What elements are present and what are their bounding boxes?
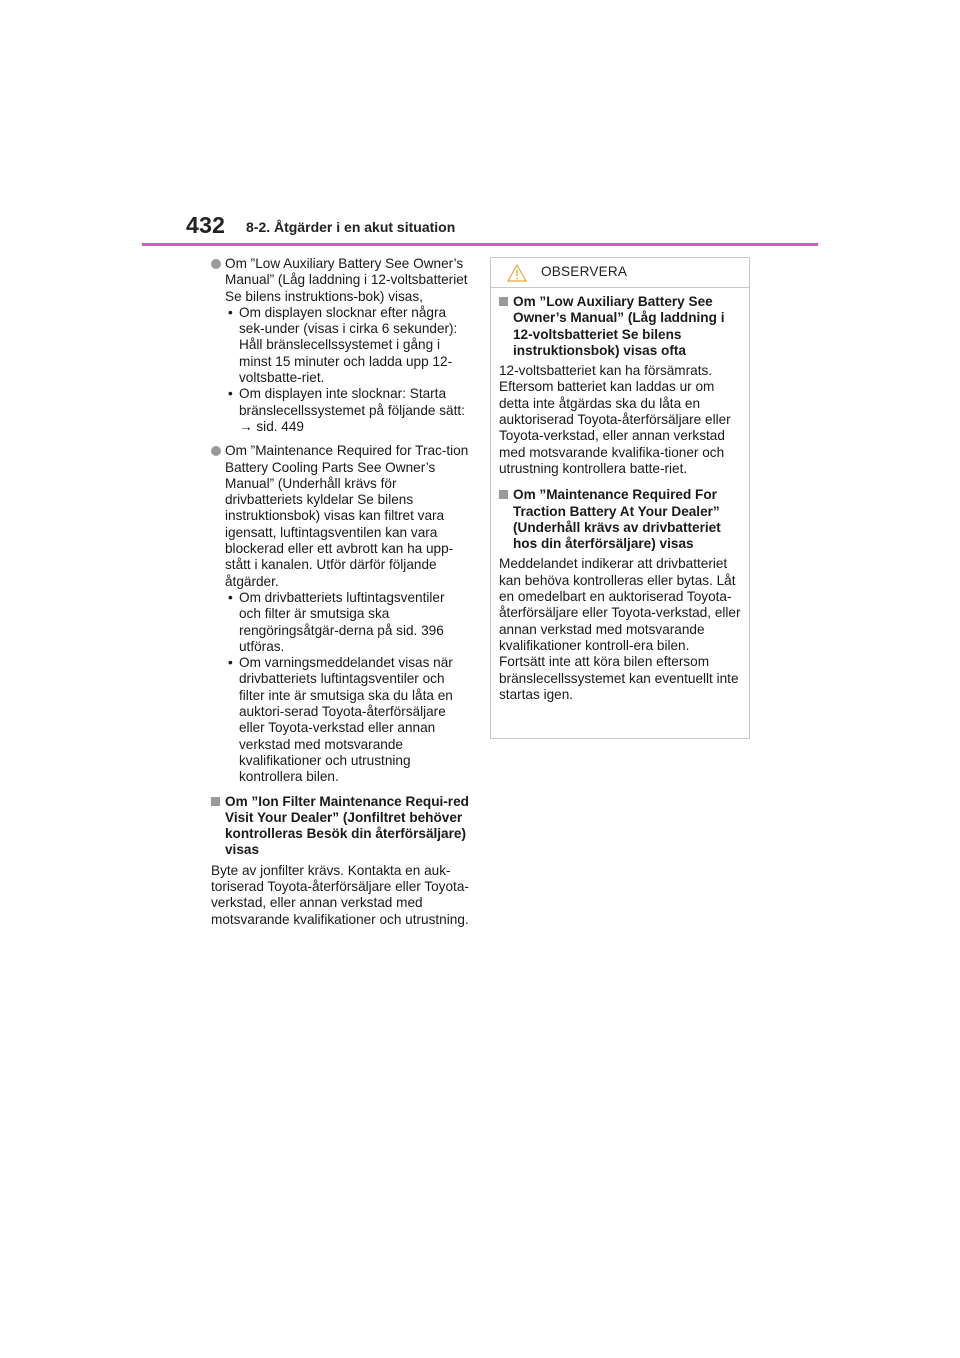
sub-item: • Om displayen inte slocknar: Starta bränslecellssystemet på följande sätt: → sid. 449 bbox=[225, 386, 469, 435]
section-title: 8-2. Åtgärder i en akut situation bbox=[246, 219, 456, 235]
list-item-maintenance-cooling bbox=[211, 443, 469, 785]
round-bullet-icon bbox=[211, 259, 221, 269]
notice-section-low-battery bbox=[499, 294, 741, 359]
notice-heading: Om ”Low Auxiliary Battery See Owner’s Manual” (Låg laddning i 12-voltsbatteriet Se bilens instruktionsbok) visas ofta bbox=[513, 294, 725, 358]
square-bullet-icon bbox=[211, 797, 220, 806]
item-body: Byte av jonfilter krävs. Kontakta en auk-toriserad Toyota-återförsäljare eller Toyota-verkstad, eller annan verkstad med motsvarande kvalifikationer och utrustning. bbox=[211, 862, 469, 927]
notice-heading: Om ”Maintenance Required For Traction Battery At Your Dealer” (Underhåll krävs av drivbatteriet hos din återförsäljare) visas bbox=[513, 487, 721, 552]
header-divider bbox=[142, 243, 818, 246]
sub-list bbox=[225, 305, 469, 435]
warning-triangle-icon bbox=[507, 264, 527, 282]
sub-item: • Om varningsmeddelandet visas när drivbatteriets luftintagsventiler och filter inte är smutsiga ska du låta en auktori-serad Toyota-återförsäljare eller Toyota-verkstad eller annan verkstad med motsvarande kvalifikationer och utrustning kontrollera bilen. bbox=[225, 655, 469, 785]
item-text: Om ”Low Auxiliary Battery See Owner’s Manual” (Låg laddning i 12-voltsbatteriet Se bilens instruktions-bok) visas, bbox=[225, 256, 468, 304]
left-column bbox=[211, 256, 469, 928]
notice-body bbox=[491, 288, 749, 703]
notice-paragraph: 12-voltsbatteriet kan ha försämrats. Eftersom batteriet kan laddas ur om detta inte åtgärdas ska du låta en auktoriserad Toyota-återförsäljare eller Toyota-verkstad, eller annan verkstad med motsvarande kvalifika-tioner och utrustning kontrollera batte-riet. bbox=[499, 363, 731, 476]
sub-item: • Om drivbatteriets luftintagsventiler och filter är smutsiga ska rengöringsåtgär-derna på sid. 396 utföras. bbox=[225, 590, 469, 655]
round-bullet-icon bbox=[211, 446, 221, 456]
notice-paragraph: Fortsätt inte att köra bilen eftersom bränslecellssystemet kan eventuellt inte startas igen. bbox=[499, 654, 739, 702]
notice-label: OBSERVERA bbox=[541, 264, 628, 279]
sub-list bbox=[225, 590, 469, 786]
square-bullet-icon bbox=[499, 490, 508, 499]
sub-item: • Om displayen slocknar efter några sek-under (visas i cirka 6 sekunder): Håll bränslecellssystemet i gång i minst 15 minuter och ladda upp 12-voltsbatte-riet. bbox=[225, 305, 469, 386]
list-item-ion-filter bbox=[211, 794, 469, 859]
item-text: Om ”Maintenance Required for Trac-tion Battery Cooling Parts See Owner’s Manual” (Underhåll krävs för drivbatteriets kyldelar Se bilens instruktionsbok) visas kan filtret vara igensatt, luftintagsventilen kan vara blockerad eller ett avbrott kan ha upp-stått i kanalen. Utför därför följande åtgärder. bbox=[225, 443, 469, 589]
notice-header bbox=[491, 258, 749, 288]
notice-paragraph: Meddelandet indikerar att drivbatteriet kan behöva kontrolleras eller bytas. Låt en omedelbart en auktoriserad Toyota-återförsäljare eller Toyota-verkstad, eller annan verkstad med motsvarande kvalifikationer kontroll-era bilen. bbox=[499, 556, 741, 653]
notice-box bbox=[490, 257, 750, 739]
notice-section-traction-battery bbox=[499, 487, 741, 552]
list-item-low-battery bbox=[211, 256, 469, 435]
square-bullet-icon bbox=[499, 297, 508, 306]
item-heading: Om ”Ion Filter Maintenance Requi-red Visit Your Dealer” (Jonfiltret behöver kontrolleras Besök din återförsäljare) visas bbox=[225, 793, 469, 858]
page-number: 432 bbox=[186, 212, 226, 238]
